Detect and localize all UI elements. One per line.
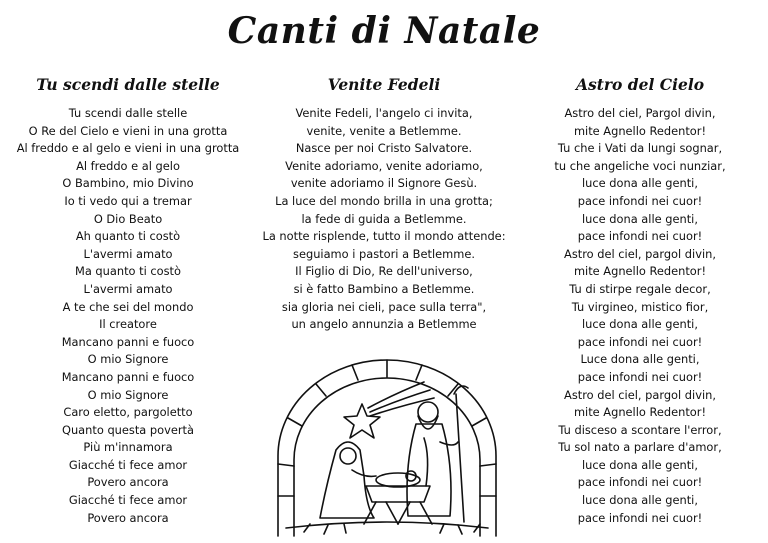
lyric-line: Al freddo e al gelo e vieni in una grotta	[16, 141, 240, 156]
carol-tu-scendi-dalle-stelle	[0, 74, 256, 527]
lyric-line: O mio Signore	[87, 352, 169, 367]
lyric-line: Mancano panni e fuoco	[61, 369, 195, 384]
lyric-line: O Bambino, mio Divino	[62, 176, 194, 191]
carol-venite-fedeli	[256, 74, 512, 334]
carol-lyrics	[512, 105, 768, 527]
lyric-line: pace infondi nei cuor!	[577, 334, 703, 349]
lyric-line: Tu che i Vati da lungi sognar,	[557, 141, 723, 156]
lyric-line: L'avermi amato	[83, 281, 173, 296]
lyric-line: venite, venite a Betlemme.	[306, 123, 462, 138]
lyric-line: mite Agnello Redentor!	[573, 405, 707, 420]
lyric-line: Io ti vedo qui a tremar	[64, 193, 192, 208]
carol-lyrics	[0, 105, 256, 527]
lyric-line: Il Figlio di Dio, Re dell'universo,	[295, 264, 473, 279]
lyric-line: Quanto questa povertà	[62, 422, 194, 437]
lyric-line: Mancano panni e fuoco	[61, 334, 195, 349]
lyric-line: pace infondi nei cuor!	[577, 475, 703, 490]
lyric-line: O mio Signore	[87, 387, 169, 402]
lyric-line: luce dona alle genti,	[582, 493, 698, 508]
lyric-line: Povero ancora	[87, 510, 169, 525]
lyric-line: Al freddo e al gelo	[76, 158, 180, 173]
carol-heading: Astro del Cielo	[575, 75, 705, 94]
lyric-line: Tu disceso a scontare l'error,	[558, 422, 722, 437]
carol-heading: Tu scendi dalle stelle	[36, 75, 220, 94]
lyric-line: pace infondi nei cuor!	[577, 369, 703, 384]
lyric-line: O Re del Cielo e vieni in una grotta	[28, 123, 228, 138]
lyric-line: Venite adoriamo, venite adoriamo,	[285, 158, 483, 173]
carol-lyrics	[256, 105, 512, 334]
nativity-illustration	[264, 346, 510, 540]
lyric-line: pace infondi nei cuor!	[577, 229, 703, 244]
lyric-line: A te che sei del mondo	[62, 299, 194, 314]
lyric-line: la fede di guida a Betlemme.	[301, 211, 467, 226]
lyric-line: luce dona alle genti,	[582, 176, 698, 191]
lyric-line: sia gloria nei cieli, pace sulla terra",	[281, 299, 487, 314]
lyric-line: tu che angeliche voci nunziar,	[554, 158, 726, 173]
lyric-line: Giacché ti fece amor	[68, 457, 188, 472]
lyric-line: Tu scendi dalle stelle	[68, 106, 188, 120]
lyric-line: luce dona alle genti,	[582, 457, 698, 472]
lyric-line: La notte risplende, tutto il mondo attende:	[262, 229, 506, 244]
lyric-line: Astro del ciel, pargol divin,	[564, 246, 716, 261]
lyric-line: Tu sol nato a parlare d'amor,	[558, 440, 722, 455]
lyric-line: Tu di stirpe regale decor,	[569, 281, 711, 296]
lyric-line: La luce del mondo brilla in una grotta;	[275, 193, 493, 208]
lyric-line: Più m'innamora	[83, 440, 173, 455]
lyric-line: luce dona alle genti,	[582, 211, 698, 226]
page-title: Canti di Natale	[227, 10, 541, 52]
lyric-line: O Dio Beato	[93, 211, 163, 226]
lyric-line: mite Agnello Redentor!	[573, 123, 707, 138]
lyric-line: Venite Fedeli, l'angelo ci invita,	[295, 106, 473, 120]
lyric-line: Astro del ciel, pargol divin,	[564, 387, 716, 402]
lyric-line: Caro eletto, pargoletto	[63, 405, 193, 420]
lyric-line: Povero ancora	[87, 475, 169, 490]
lyric-line: venite adoriamo il Signore Gesù.	[290, 176, 478, 191]
lyric-line: seguiamo i pastori a Betlemme.	[293, 246, 475, 261]
lyric-line: L'avermi amato	[83, 246, 173, 261]
lyric-line: Ah quanto ti costò	[75, 229, 181, 244]
lyric-line: Nasce per noi Cristo Salvatore.	[295, 141, 473, 156]
lyric-line: pace infondi nei cuor!	[577, 510, 703, 525]
lyric-line: Astro del ciel, Pargol divin,	[564, 106, 716, 120]
lyric-line: pace infondi nei cuor!	[577, 193, 703, 208]
lyric-line: luce dona alle genti,	[582, 317, 698, 332]
lyric-line: Luce dona alle genti,	[580, 352, 700, 367]
carol-heading: Venite Fedeli	[327, 75, 441, 94]
lyric-line: Giacché ti fece amor	[68, 493, 188, 508]
lyric-line: Il creatore	[99, 317, 157, 332]
lyric-line: si è fatto Bambino a Betlemme.	[293, 281, 475, 296]
carol-astro-del-cielo	[512, 74, 768, 527]
lyric-line: un angelo annunzia a Betlemme	[291, 317, 477, 332]
lyric-line: Ma quanto ti costò	[75, 264, 181, 279]
lyric-line: Tu virgineo, mistico fior,	[571, 299, 709, 314]
lyric-line: mite Agnello Redentor!	[573, 264, 707, 279]
